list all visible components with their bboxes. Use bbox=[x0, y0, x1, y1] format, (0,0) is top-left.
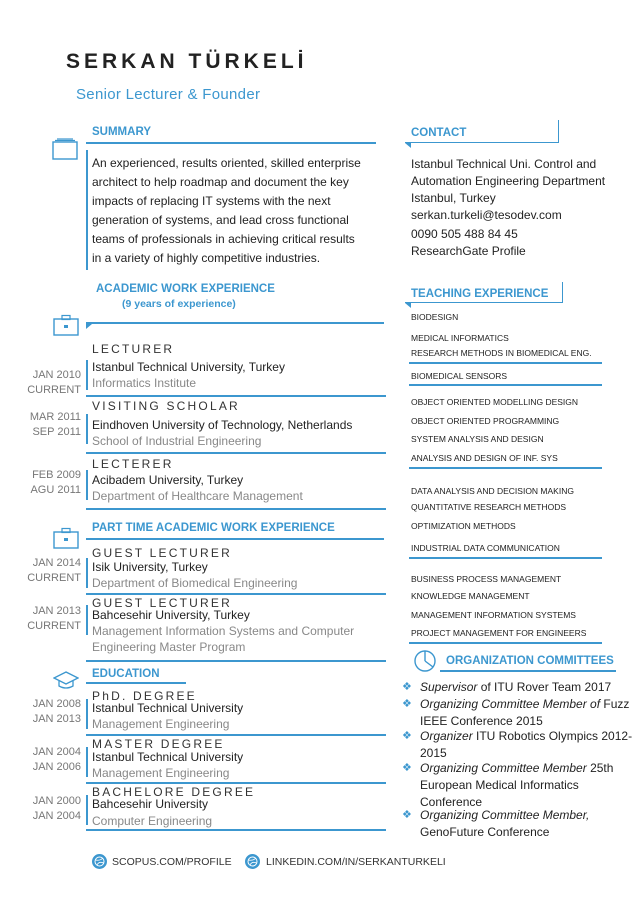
education-rule bbox=[86, 682, 186, 684]
committee-item: ❖ Supervisor of ITU Rover Team 2017 bbox=[402, 680, 612, 694]
scopus-link[interactable]: SCOPUS.COM/PROFILE bbox=[112, 856, 232, 868]
academic-heading: ACADEMIC WORK EXPERIENCE bbox=[96, 283, 275, 295]
entry-dates: MAR 2011 SEP 2011 bbox=[29, 411, 81, 438]
course-item: RESEARCH METHODS IN BIOMEDICAL ENG. bbox=[411, 348, 592, 358]
entry-role: MASTER DEGREE bbox=[92, 737, 225, 751]
entry-role: LECTERER bbox=[92, 457, 174, 471]
course-separator bbox=[409, 557, 602, 559]
committee-item: ❖ Organizing Committee Member, GenoFuture Conference bbox=[402, 808, 590, 839]
course-separator bbox=[409, 362, 602, 364]
entry-separator bbox=[86, 395, 386, 397]
academic-marker bbox=[86, 324, 92, 329]
phone-number: 0090 505 488 84 45 bbox=[411, 227, 518, 241]
entry-role: BACHELORE DEGREE bbox=[92, 785, 256, 799]
entry-separator bbox=[86, 660, 386, 662]
bullet-icon: ❖ bbox=[402, 809, 412, 821]
bullet-icon: ❖ bbox=[402, 681, 412, 693]
course-item: OPTIMIZATION METHODS bbox=[411, 521, 516, 531]
briefcase-icon bbox=[53, 527, 79, 549]
entry-department: Department of Healthcare Management bbox=[92, 489, 303, 503]
email-link[interactable]: serkan.turkeli@tesodev.com bbox=[411, 208, 562, 222]
entry-rule bbox=[86, 605, 88, 635]
entry-rule bbox=[86, 747, 88, 777]
entry-department: Department of Biomedical Engineering bbox=[92, 576, 298, 590]
course-item: KNOWLEDGE MANAGEMENT bbox=[411, 591, 530, 601]
parttime-rule bbox=[86, 538, 384, 540]
course-item: QUANTITATIVE RESEARCH METHODS bbox=[411, 502, 567, 512]
entry-separator bbox=[86, 593, 386, 595]
entry-department: Computer Engineering bbox=[92, 814, 213, 828]
bullet-icon: ❖ bbox=[402, 762, 412, 774]
organization-heading: ORGANIZATION COMMITTEES bbox=[446, 655, 614, 667]
entry-institution: Bahcesehir University, Turkey bbox=[92, 608, 250, 622]
person-name: SERKAN TÜRKELİ bbox=[66, 50, 308, 73]
entry-separator bbox=[86, 829, 386, 831]
teaching-heading: TEACHING EXPERIENCE bbox=[411, 288, 549, 300]
course-item: PROJECT MANAGEMENT FOR ENGINEERS bbox=[411, 628, 587, 638]
entry-separator bbox=[86, 782, 386, 784]
committee-item: ❖ Organizer ITU Robotics Olympics 2012-2015 bbox=[402, 729, 633, 760]
course-item: BUSINESS PROCESS MANAGEMENT bbox=[411, 574, 562, 584]
bullet-icon: ❖ bbox=[402, 698, 412, 710]
course-item: BIOMEDICAL SENSORS bbox=[411, 371, 508, 381]
entry-rule bbox=[86, 558, 88, 588]
graduation-cap-icon bbox=[53, 670, 79, 690]
course-item: ANALYSIS AND DESIGN OF INF. SYS bbox=[411, 453, 558, 463]
course-item: SYSTEM ANALYSIS AND DESIGN bbox=[411, 434, 544, 444]
entry-department: Management Engineering bbox=[92, 766, 230, 780]
contact-heading: CONTACT bbox=[411, 127, 467, 139]
course-item: DATA ANALYSIS AND DECISION MAKING bbox=[411, 486, 574, 496]
entry-dates: JAN 2010 CURRENT bbox=[27, 369, 81, 396]
entry-role: VISITING SCHOLAR bbox=[92, 399, 240, 413]
organization-rule bbox=[440, 670, 616, 672]
entry-dates: FEB 2009 AGU 2011 bbox=[30, 469, 81, 496]
entry-dates: JAN 2014 CURRENT bbox=[27, 557, 81, 584]
contact-address: Istanbul Technical Uni. Control and Automation Engineering Department Istanbul, Turkey serkan.turkeli@tesodev.com bbox=[411, 156, 631, 224]
course-item: BIODESIGN bbox=[411, 312, 459, 322]
contact-heading-marker bbox=[405, 143, 411, 148]
entry-department: Management Information Systems and Computer bbox=[92, 624, 355, 638]
summary-heading: SUMMARY bbox=[92, 126, 151, 138]
committee-item: ❖ Organizing Committee Member of Fuzz IEEE Conference 2015 bbox=[402, 697, 630, 728]
entry-institution: Istanbul Technical University, Turkey bbox=[92, 360, 285, 374]
linkedin-link[interactable]: LINKEDIN.COM/IN/SERKANTURKELI bbox=[266, 856, 446, 868]
entry-department: Management Engineering bbox=[92, 717, 230, 731]
entry-rule bbox=[86, 360, 88, 390]
entry-role: LECTURER bbox=[92, 342, 175, 356]
course-item: MEDICAL INFORMATICS bbox=[411, 333, 509, 343]
summary-icon bbox=[52, 138, 78, 160]
researchgate-link[interactable]: ResearchGate Profile bbox=[411, 244, 526, 258]
entry-rule bbox=[86, 795, 88, 825]
entry-rule bbox=[86, 414, 88, 444]
entry-rule bbox=[86, 699, 88, 729]
parttime-heading: PART TIME ACADEMIC WORK EXPERIENCE bbox=[92, 522, 335, 534]
dribbble-icon bbox=[92, 854, 107, 869]
entry-institution: Acibadem University, Turkey bbox=[92, 473, 244, 487]
entry-institution: Istanbul Technical University bbox=[92, 750, 244, 764]
course-separator bbox=[409, 384, 602, 386]
course-separator bbox=[409, 467, 602, 469]
entry-separator bbox=[86, 734, 386, 736]
entry-dates: JAN 2008 JAN 2013 bbox=[32, 698, 81, 725]
contact-phone-block bbox=[411, 226, 631, 260]
course-item: OBJECT ORIENTED MODELLING DESIGN bbox=[411, 397, 579, 407]
entry-dates: JAN 2013 CURRENT bbox=[27, 605, 81, 632]
entry-dates: JAN 2000 JAN 2004 bbox=[32, 795, 81, 822]
entry-separator bbox=[86, 452, 386, 454]
course-item: INDUSTRIAL DATA COMMUNICATION bbox=[411, 543, 560, 553]
entry-institution: Eindhoven University of Technology, Netherlands bbox=[92, 418, 353, 432]
summary-heading-rule bbox=[86, 142, 376, 144]
entry-institution: Bahcesehir University bbox=[92, 797, 209, 811]
bullet-icon: ❖ bbox=[402, 730, 412, 742]
entry-separator bbox=[86, 508, 386, 510]
course-item: OBJECT ORIENTED PROGRAMMING bbox=[411, 416, 560, 426]
summary-text: An experienced, results oriented, skilled enterprise architect to help roadmap and document the key impacts of replacing IT systems with the next generation of systems, and lead cross functional teams of professionals in achieving critical results in a variety of highly competitive industries. bbox=[92, 156, 361, 265]
entry-department: School of Industrial Engineering bbox=[92, 434, 262, 448]
education-heading: EDUCATION bbox=[92, 668, 160, 680]
entry-institution: Isik University, Turkey bbox=[92, 560, 208, 574]
course-item: MANAGEMENT INFORMATION SYSTEMS bbox=[411, 610, 576, 620]
job-title: Senior Lecturer & Founder bbox=[76, 86, 261, 103]
entry-role: GUEST LECTURER bbox=[92, 596, 232, 610]
summary-rule bbox=[86, 150, 88, 270]
academic-subheading: (9 years of experience) bbox=[122, 298, 236, 310]
course-separator bbox=[409, 642, 602, 644]
entry-department: Engineering Master Program bbox=[92, 640, 246, 654]
entry-department: Informatics Institute bbox=[92, 376, 197, 390]
teaching-heading-marker bbox=[405, 303, 411, 308]
committee-item: ❖ Organizing Committee Member 25th European Medical Informatics Conference bbox=[402, 761, 614, 809]
entry-role: GUEST LECTURER bbox=[92, 546, 232, 560]
pie-chart-icon bbox=[411, 649, 439, 673]
academic-rule bbox=[86, 322, 384, 324]
entry-dates: JAN 2004 JAN 2006 bbox=[32, 746, 81, 773]
dribbble-icon bbox=[245, 854, 260, 869]
briefcase-icon bbox=[53, 314, 79, 336]
entry-institution: Istanbul Technical University bbox=[92, 701, 244, 715]
entry-rule bbox=[86, 470, 88, 500]
entry-role: PhD. DEGREE bbox=[92, 689, 197, 703]
